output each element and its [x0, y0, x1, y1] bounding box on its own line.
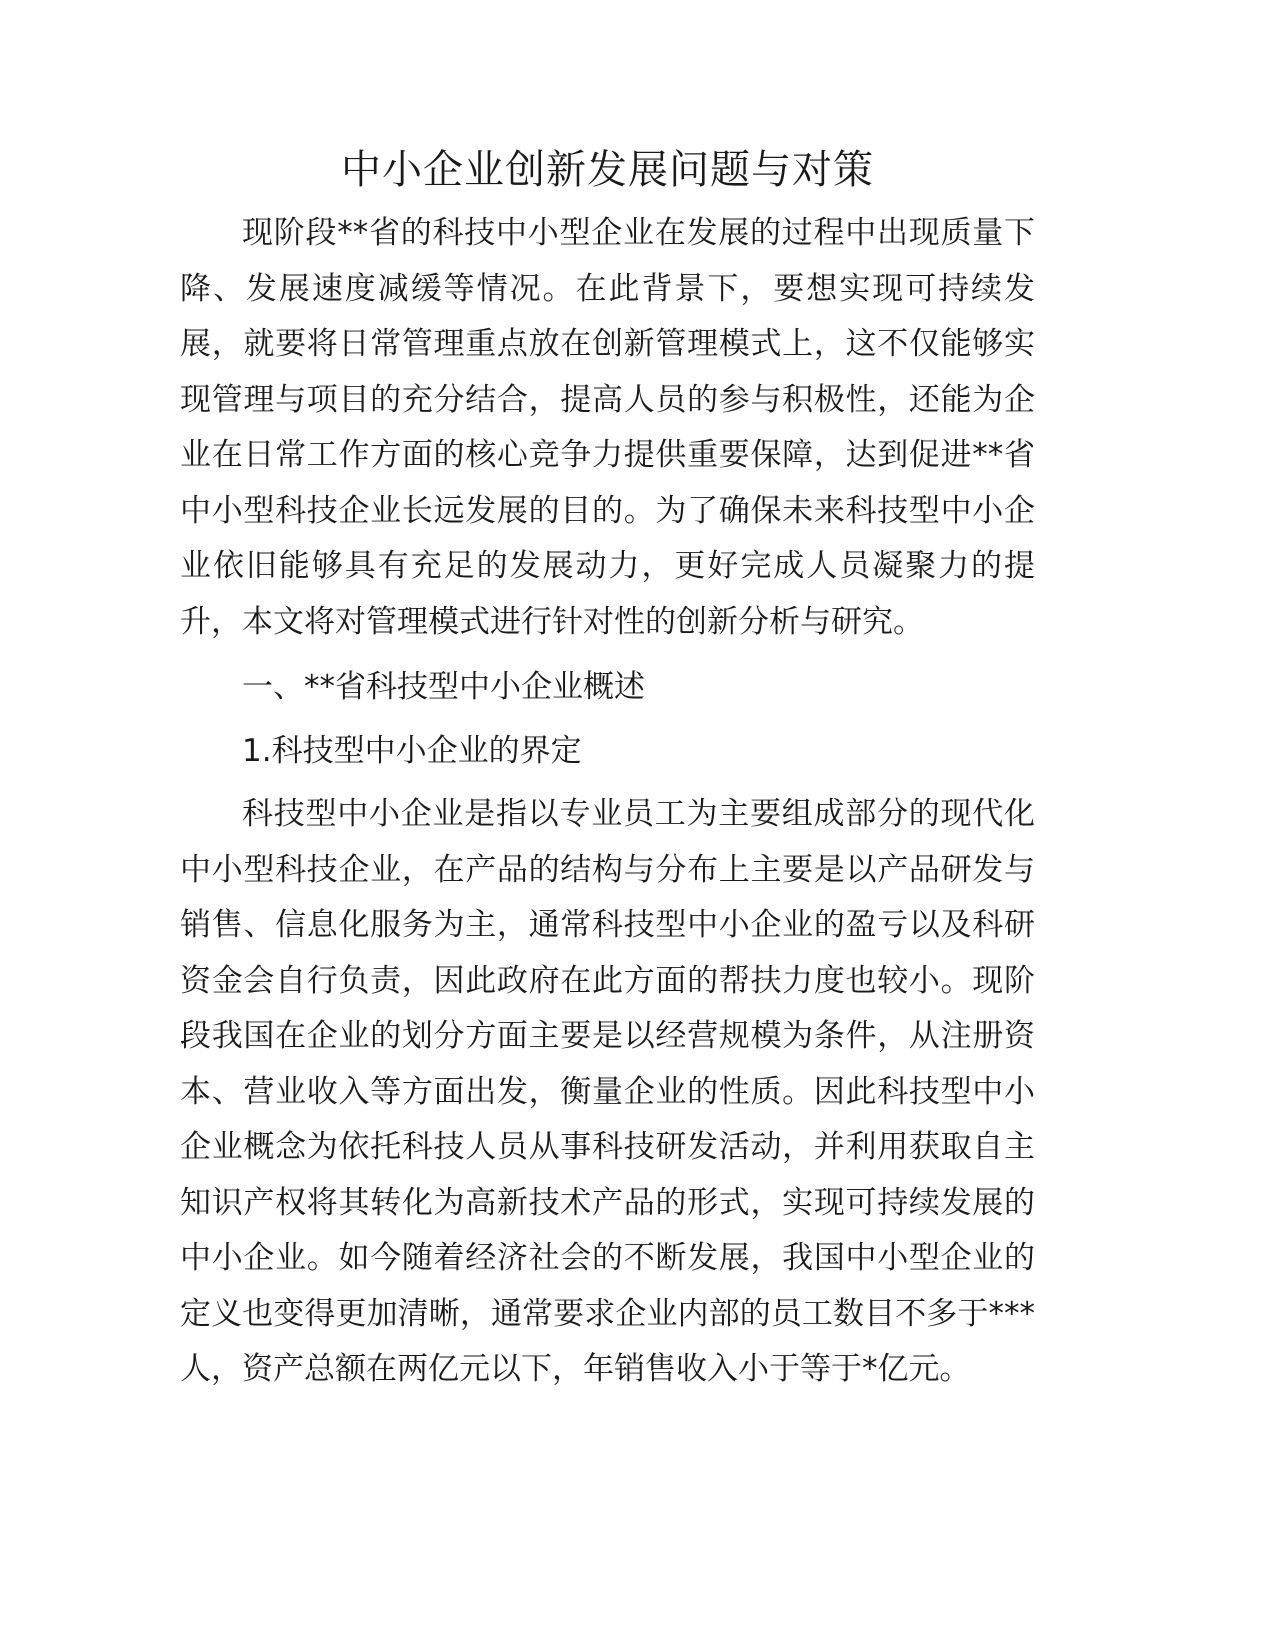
- subsection-heading: 1.科技型中小企业的界定: [242, 732, 582, 769]
- document-page: [180, 140, 1035, 1398]
- intro-paragraph: 现阶段**省的科技中小型企业在发展的过程中出现质量下降、发展速度减缓等情况。在此背景下，要想实现可持续发展，就要将日常管理重点放在创新管理模式上，这不仅能够实现管理与项目的充分结合，提高人员的参与积极性，还能为企业在日常工作方面的核心竞争力提供重要保障，达到促进**省中小型科技企业长远发展的目的。为了确保未来科技型中小企业依旧能够具有充足的发展动力，更好完成人员凝聚力的提升，本文将对管理模式进行针对性的创新分析与研究。: [180, 215, 1035, 640]
- section-heading: 一、**省科技型中小企业概述: [242, 669, 645, 705]
- body-paragraph: 科技型中小企业是指以专业员工为主要组成部分的现代化中小型科技企业，在产品的结构与分布上主要是以产品研发与销售、信息化服务为主，通常科技型中小企业的盈亏以及科研资金会自行负责，因此政府在此方面的帮扶力度也较小。现阶段我国在企业的划分方面主要是以经营规模为条件，从注册资本、营业收入等方面出发，衡量企业的性质。因此科技型中小企业概念为依托科技人员从事科技研发活动，并利用获取自主知识产权将其转化为高新技术产品的形式，实现可持续发展的中小企业。如今随着经济社会的不断发展，我国中小型企业的定义也变得更加清晰，通常要求企业内部的员工数目不多于***人，资产总额在两亿元以下，年销售收入小于等于*亿元。: [180, 796, 1035, 1387]
- document-title: 中小企业创新发展问题与对策: [341, 147, 874, 193]
